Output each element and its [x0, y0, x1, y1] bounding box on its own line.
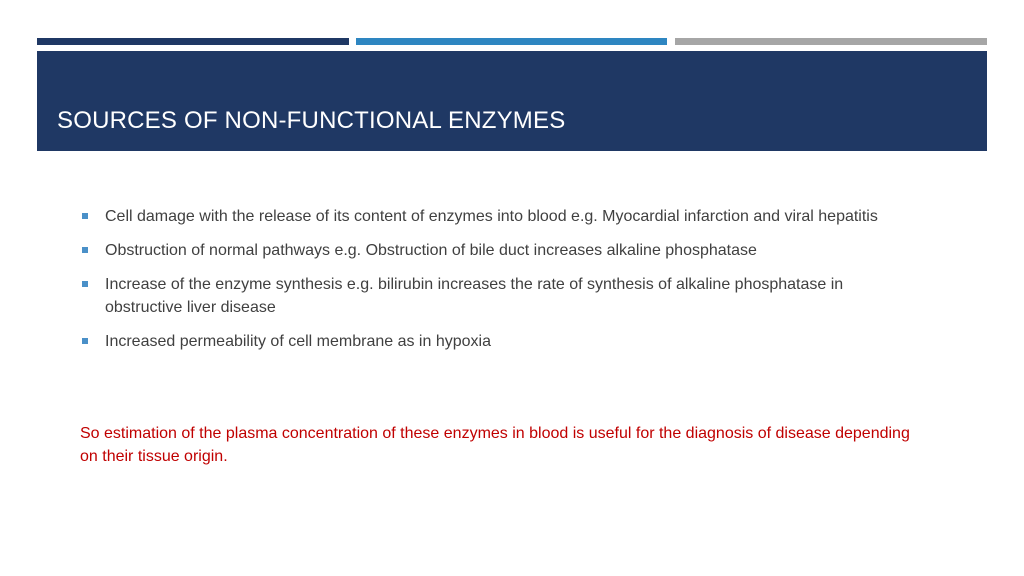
list-item [80, 330, 920, 353]
square-bullet-icon [82, 247, 88, 253]
bullet-text: Cell damage with the release of its content of enzymes into blood e.g. Myocardial infarction and viral hepatitis [105, 208, 878, 225]
square-bullet-icon [82, 213, 88, 219]
accent-bar-blue [356, 38, 667, 45]
list-item [80, 273, 920, 319]
bullet-list [80, 205, 920, 364]
slide-title: SOURCES OF NON-FUNCTIONAL ENZYMES [57, 107, 566, 134]
title-band [37, 51, 987, 151]
bullet-text: Increased permeability of cell membrane as in hypoxia [105, 333, 491, 350]
list-item [80, 239, 920, 262]
square-bullet-icon [82, 338, 88, 344]
accent-bar-navy [37, 38, 349, 45]
accent-bar-gray [675, 38, 987, 45]
conclusion-text: So estimation of the plasma concentration of these enzymes in blood is useful for the diagnosis of disease depending on their tissue origin. [80, 425, 910, 465]
list-item [80, 205, 920, 228]
bullet-text: Obstruction of normal pathways e.g. Obstruction of bile duct increases alkaline phosphatase [105, 242, 757, 259]
bullet-text: Increase of the enzyme synthesis e.g. bilirubin increases the rate of synthesis of alkaline phosphatase in obstructive liver disease [105, 276, 844, 316]
square-bullet-icon [82, 281, 88, 287]
